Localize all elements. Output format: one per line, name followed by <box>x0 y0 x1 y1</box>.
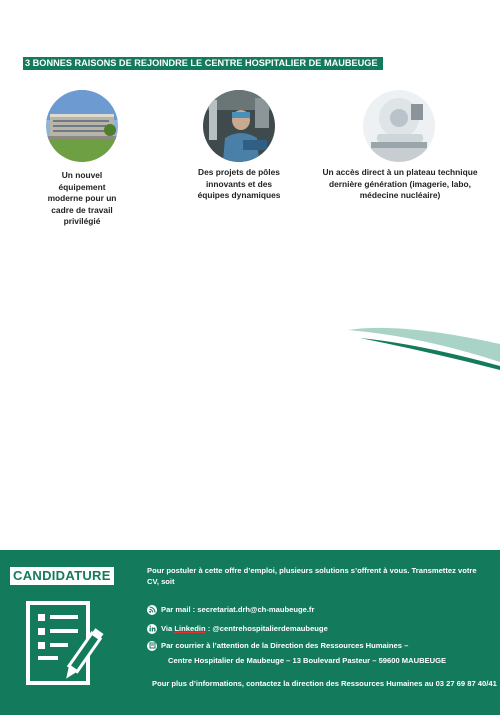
more-info-text: Pour plus d’informations, contactez la direction des Ressources Humaines au 03 27 69 87 40/41 <box>152 679 497 688</box>
medical-scanner-photo <box>363 90 435 162</box>
document-pen-icon <box>24 600 116 692</box>
decorative-swoosh <box>340 318 500 370</box>
linkedin-word[interactable]: Linkedin <box>174 624 206 633</box>
linkedin-text <box>161 623 328 634</box>
postal-address: Centre Hospitalier de Maubeuge – 13 Boulevard Pasteur – 59600 MAUBEUGE <box>168 656 447 665</box>
reason-card-projects <box>159 90 319 202</box>
reason-card-technical-platform <box>319 90 479 202</box>
postal-text: Par courrier à l’attention de la Direction des Ressources Humaines – <box>161 641 409 650</box>
postal-contact <box>147 640 492 666</box>
linkedin-prefix: Via <box>161 624 175 633</box>
email-contact[interactable] <box>147 604 314 615</box>
mailbox-icon <box>147 641 157 651</box>
reason-caption: Un nouvel équipement moderne pour un cadre de travail privilégié <box>47 170 117 226</box>
candidature-footer <box>0 550 500 715</box>
linkedin-icon <box>147 624 157 634</box>
application-intro: Pour postuler à cette offre d’emploi, plusieurs solutions s’offrent à vous. Transmettez votre CV, soit <box>147 566 477 586</box>
linkedin-contact[interactable] <box>147 623 328 634</box>
section-title-banner: 3 BONNES RAISONS DE REJOINDRE LE CENTRE HOSPITALIER DE MAUBEUGE <box>23 57 383 70</box>
reason-card-equipment <box>2 90 162 228</box>
reason-caption: Un accès direct à un plateau technique dernière génération (imagerie, labo, médecine nucléaire) <box>322 167 478 200</box>
candidature-heading: CANDIDATURE <box>10 567 114 585</box>
surgeon-photo <box>203 90 275 162</box>
hospital-building-photo <box>46 90 118 162</box>
rss-icon <box>147 605 157 615</box>
reason-caption: Des projets de pôles innovants et des équipes dynamiques <box>197 167 281 200</box>
linkedin-handle: : @centrehospitalierdemaubeuge <box>205 624 328 633</box>
email-text: Par mail : secretariat.drh@ch-maubeuge.fr <box>161 605 315 614</box>
